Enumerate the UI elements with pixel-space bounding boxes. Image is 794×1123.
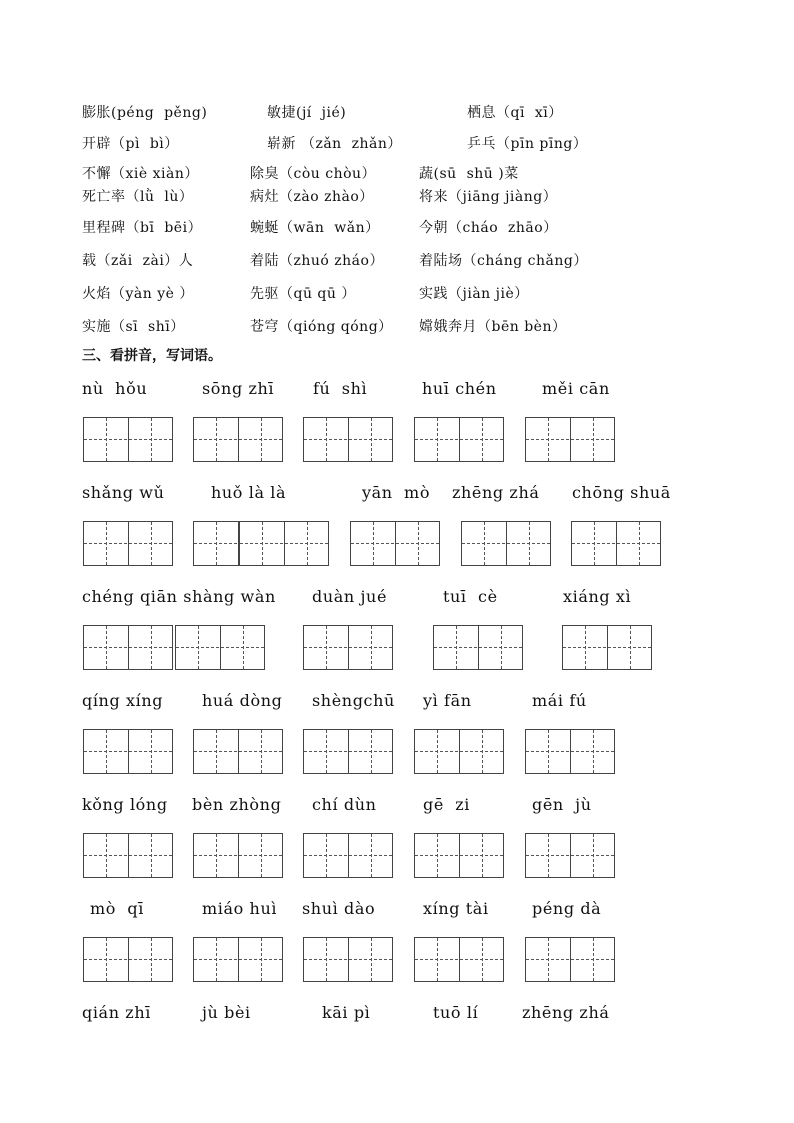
pinyin-prompt: huǒ là là — [211, 483, 287, 502]
writing-grid-box[interactable] — [303, 417, 393, 462]
writing-grid-box[interactable] — [525, 417, 615, 462]
section-heading: 三、看拼音，写词语。 — [82, 348, 222, 364]
grid-guide-line — [304, 647, 392, 648]
pinyin-prompt: gē zi — [423, 795, 471, 814]
writing-grid-box[interactable] — [303, 833, 393, 878]
grid-guide-line — [462, 543, 550, 544]
grid-guide-line — [415, 439, 503, 440]
pinyin-prompt: mái fú — [532, 691, 587, 710]
pinyin-prompt: xiáng xì — [563, 587, 632, 606]
grid-guide-line — [176, 647, 264, 648]
pinyin-prompt: péng dà — [532, 899, 602, 918]
writing-grid-box[interactable] — [303, 729, 393, 774]
grid-guide-line — [84, 439, 172, 440]
pronunciation-choice-item: 蔬(sū shū )菜 — [419, 166, 519, 182]
pinyin-prompt: chí dùn — [312, 795, 377, 814]
pinyin-prompt: tuī cè — [443, 587, 498, 606]
pinyin-prompt: huá dòng — [202, 691, 283, 710]
pinyin-prompt: chéng qiān shàng wàn — [82, 587, 276, 606]
pronunciation-choice-item: 开辟（pì bì） — [82, 136, 179, 152]
pronunciation-choice-item: 先驱（qū qū ） — [250, 286, 356, 302]
pinyin-prompt: kǒng lóng — [82, 795, 168, 814]
pinyin-prompt: chōng shuā — [572, 483, 671, 502]
writing-grid-box[interactable] — [350, 521, 440, 566]
writing-grid-box[interactable] — [83, 625, 173, 670]
pinyin-prompt: jù bèi — [202, 1003, 251, 1022]
writing-grid-box[interactable] — [83, 417, 173, 462]
writing-grid-box[interactable] — [414, 833, 504, 878]
grid-guide-line — [572, 543, 660, 544]
pinyin-prompt: yān mò — [362, 483, 431, 502]
pinyin-prompt: shuì dào — [302, 899, 376, 918]
writing-grid-box[interactable] — [562, 625, 652, 670]
pinyin-prompt: shèngchū — [312, 691, 395, 710]
pinyin-prompt: tuō lí — [433, 1003, 479, 1022]
pronunciation-choice-item: 今朝（cháo zhāo） — [419, 220, 558, 236]
grid-guide-line — [84, 647, 172, 648]
grid-guide-line — [434, 647, 522, 648]
pinyin-prompt: fú shì — [313, 379, 368, 398]
pinyin-prompt: miáo huì — [202, 899, 278, 918]
writing-grid-box[interactable] — [83, 729, 173, 774]
writing-grid-box[interactable] — [83, 937, 173, 982]
grid-guide-line — [351, 543, 439, 544]
grid-guide-line — [84, 855, 172, 856]
pronunciation-choice-item: 崭新 （zǎn zhǎn） — [267, 136, 402, 152]
grid-guide-line — [304, 959, 392, 960]
writing-grid-box[interactable] — [433, 625, 523, 670]
pronunciation-choice-item: 不懈（xiè xiàn） — [82, 166, 199, 182]
pinyin-prompt: nù hǒu — [82, 379, 148, 398]
pinyin-prompt: huī chén — [422, 379, 497, 398]
grid-guide-line — [415, 751, 503, 752]
grid-guide-line — [84, 959, 172, 960]
writing-grid-box[interactable] — [193, 729, 283, 774]
grid-guide-line — [194, 959, 282, 960]
writing-grid-box[interactable] — [525, 937, 615, 982]
grid-guide-line — [194, 439, 282, 440]
pronunciation-choice-item: 膨胀(péng pěng) — [82, 105, 208, 121]
pronunciation-choice-item: 病灶（zào zhào） — [250, 189, 374, 205]
pinyin-prompt: bèn zhòng — [192, 795, 282, 814]
writing-grid-box[interactable] — [303, 937, 393, 982]
pinyin-prompt: zhēng zhá — [452, 483, 540, 502]
grid-guide-line — [84, 751, 172, 752]
writing-grid-box[interactable] — [239, 521, 329, 566]
writing-grid-box[interactable] — [414, 729, 504, 774]
pronunciation-choice-item: 嫦娥奔月（bēn bèn） — [419, 319, 567, 335]
pronunciation-choice-item: 实践（jiàn jiè） — [419, 286, 529, 302]
pronunciation-choice-item: 着陆（zhuó zháo） — [250, 253, 384, 269]
pronunciation-choice-item: 将来（jiāng jiàng） — [419, 189, 558, 205]
writing-grid-box[interactable] — [414, 937, 504, 982]
grid-guide-line — [526, 959, 614, 960]
writing-grid-box[interactable] — [83, 833, 173, 878]
writing-grid-box[interactable] — [525, 729, 615, 774]
writing-grid-box[interactable] — [303, 625, 393, 670]
grid-guide-line — [194, 855, 282, 856]
pinyin-prompt: mò qī — [90, 899, 144, 918]
pronunciation-choice-item: 乒乓（pīn pīng） — [467, 136, 588, 152]
grid-guide-line — [563, 647, 651, 648]
writing-grid-box[interactable] — [175, 625, 265, 670]
pinyin-prompt: zhēng zhá — [522, 1003, 610, 1022]
grid-guide-line — [415, 959, 503, 960]
pronunciation-choice-item: 火焰（yàn yè ） — [82, 286, 194, 302]
grid-guide-line — [415, 855, 503, 856]
pinyin-prompt: duàn jué — [312, 587, 388, 606]
pronunciation-choice-item: 着陆场（cháng chǎng） — [419, 253, 588, 269]
pronunciation-choice-item: 实施（sī shī） — [82, 319, 185, 335]
pinyin-prompt: sōng zhī — [202, 379, 275, 398]
writing-grid-box[interactable] — [193, 417, 283, 462]
pinyin-prompt: kāi pì — [322, 1003, 371, 1022]
writing-grid-box[interactable] — [461, 521, 551, 566]
pronunciation-choice-item: 蜿蜒（wān wǎn） — [250, 220, 380, 236]
writing-grid-box[interactable] — [193, 937, 283, 982]
pinyin-prompt: xíng tài — [423, 899, 489, 918]
grid-guide-line — [526, 439, 614, 440]
writing-grid-box[interactable] — [571, 521, 661, 566]
writing-grid-box[interactable] — [414, 417, 504, 462]
grid-guide-line — [240, 543, 328, 544]
grid-guide-line — [526, 855, 614, 856]
pinyin-prompt: měi cān — [542, 379, 610, 398]
writing-grid-box[interactable] — [83, 521, 173, 566]
pronunciation-choice-item: 苍穹（qióng qóng） — [250, 319, 393, 335]
grid-guide-line — [304, 439, 392, 440]
grid-guide-line — [194, 751, 282, 752]
pinyin-prompt: shǎng wǔ — [82, 483, 165, 502]
grid-guide-line — [84, 543, 172, 544]
writing-grid-box[interactable] — [525, 833, 615, 878]
pinyin-prompt: qíng xíng — [82, 691, 164, 710]
grid-guide-line — [304, 751, 392, 752]
grid-guide-line — [526, 751, 614, 752]
pronunciation-choice-item: 载（zǎi zài）人 — [82, 253, 194, 269]
pinyin-prompt: gēn jù — [532, 795, 592, 814]
pronunciation-choice-item: 除臭（còu chòu） — [250, 166, 377, 182]
writing-grid-box[interactable] — [193, 833, 283, 878]
pinyin-prompt: yì fān — [423, 691, 472, 710]
pinyin-prompt: qián zhī — [82, 1003, 151, 1022]
pronunciation-choice-item: 死亡率（lǜ lù） — [82, 189, 194, 205]
pronunciation-choice-item: 里程碑（bī bēi） — [82, 220, 203, 236]
pronunciation-choice-item: 栖息（qī xī） — [467, 105, 563, 121]
pronunciation-choice-item: 敏捷(jí jié) — [267, 105, 347, 121]
grid-guide-line — [304, 855, 392, 856]
